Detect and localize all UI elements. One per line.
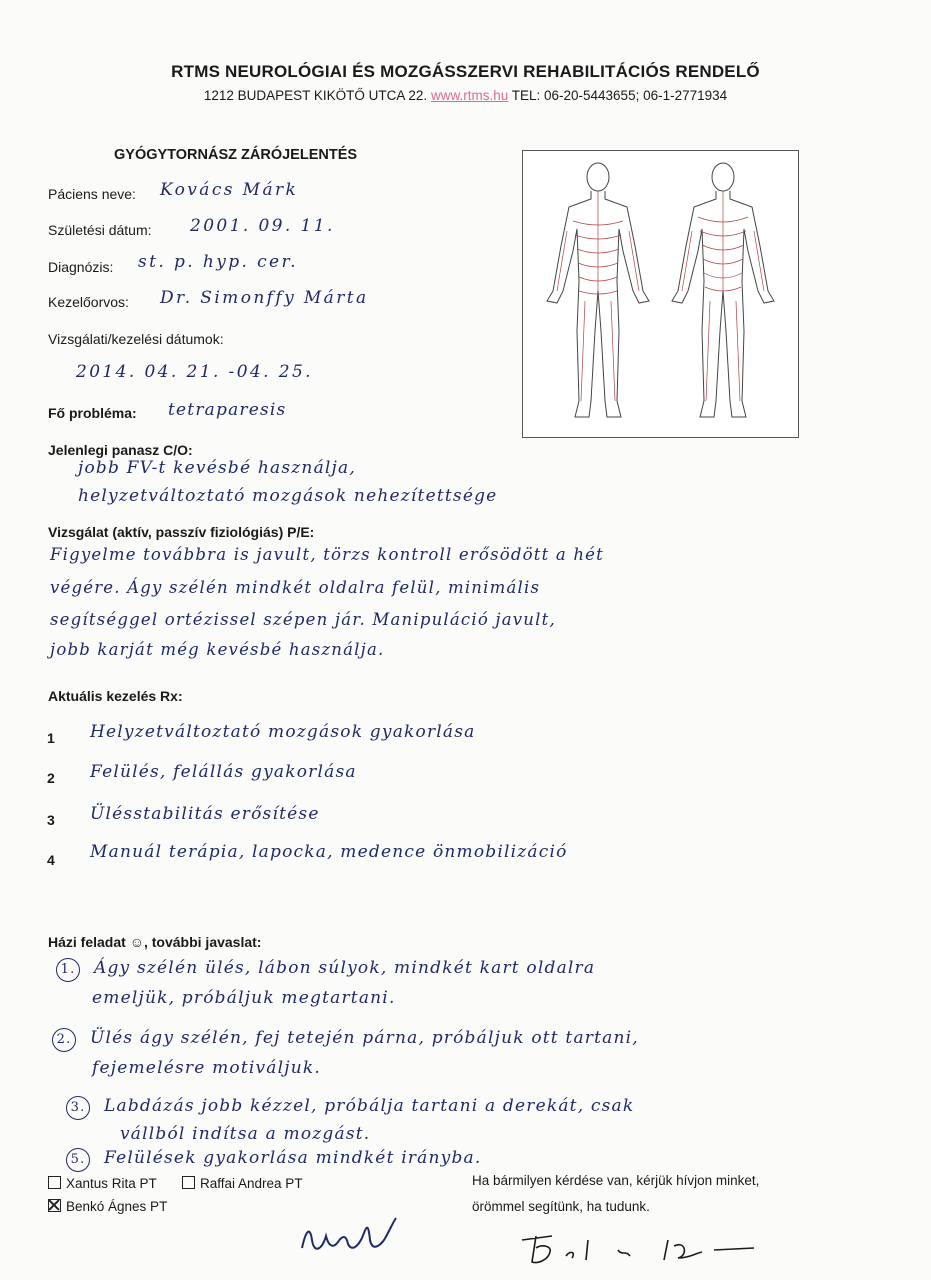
homework-mark-3: 3. bbox=[66, 1096, 90, 1120]
treatment-number-2: 2 bbox=[47, 770, 55, 786]
homework-item-1-line-1: Ágy szélén ülés, lábon súlyok, mindkét kart oldalra bbox=[94, 958, 596, 978]
treatment-number-1: 1 bbox=[47, 730, 55, 746]
exam-line-4: jobb karját még kevésbé használja. bbox=[50, 640, 385, 659]
therapist-benko-label: Benkó Ágnes PT bbox=[66, 1199, 168, 1214]
clinic-phone: TEL: 06-20-5443655; 06-1-2771934 bbox=[511, 88, 728, 103]
birth-date-label: Születési dátum: bbox=[48, 222, 152, 238]
homework-item-5 bbox=[66, 1148, 481, 1172]
homework-item-3-line-2: vállból indítsa a mozgást. bbox=[120, 1124, 371, 1144]
therapist-benko-checkbox[interactable] bbox=[48, 1199, 61, 1212]
therapist-xantus-option[interactable] bbox=[48, 1176, 157, 1191]
document-title: GYÓGYTORNÁSZ ZÁRÓJELENTÉS bbox=[114, 147, 358, 163]
main-problem-value: tetraparesis bbox=[168, 400, 287, 420]
contact-note-line-1: Ha bármilyen kérdése van, kérjük hívjon minket, bbox=[472, 1173, 760, 1188]
clinic-contact-line bbox=[0, 88, 931, 103]
treatment-item-1: Helyzetváltoztató mozgások gyakorlása bbox=[90, 722, 476, 742]
therapist-xantus-checkbox[interactable] bbox=[48, 1176, 61, 1189]
therapist-benko-option[interactable] bbox=[48, 1199, 167, 1214]
contact-note-line-2: örömmel segítünk, ha tudunk. bbox=[472, 1199, 650, 1214]
patient-name-value: Kovács Márk bbox=[160, 180, 299, 200]
therapist-signature-icon bbox=[296, 1210, 406, 1260]
homework-item-1 bbox=[56, 958, 595, 982]
therapist-raffai-checkbox[interactable] bbox=[182, 1176, 195, 1189]
doctor-value: Dr. Simonffy Márta bbox=[160, 288, 369, 308]
birth-date-value: 2001. 09. 11. bbox=[190, 216, 335, 236]
therapist-xantus-label: Xantus Rita PT bbox=[66, 1176, 157, 1191]
homework-item-2-line-2: fejemelésre motiváljuk. bbox=[92, 1058, 322, 1078]
homework-item-3 bbox=[66, 1096, 634, 1120]
dermatome-body-diagram bbox=[522, 150, 799, 438]
exam-line-3: segítséggel ortézissel szépen jár. Manipuláció javult, bbox=[50, 610, 556, 629]
exam-line-1: Figyelme továbbra is javult, törzs kontroll erősödött a hét bbox=[50, 545, 604, 564]
dates-label: Vizsgálati/kezelési dátumok: bbox=[48, 331, 224, 347]
diagnosis-value: st. p. hyp. cer. bbox=[138, 252, 298, 272]
clinic-address: 1212 BUDAPEST KIKÖTŐ UTCA 22. bbox=[203, 88, 428, 103]
complaint-line-2: helyzetváltoztató mozgások nehezítettsége bbox=[78, 486, 498, 506]
therapist-raffai-label: Raffai Andrea PT bbox=[200, 1176, 303, 1191]
clinic-name: RTMS NEUROLÓGIAI ÉS MOZGÁSSZERVI REHABILITÁCIÓS RENDELŐ bbox=[171, 62, 760, 81]
dates-value: 2014. 04. 21. -04. 25. bbox=[76, 362, 313, 382]
homework-mark-2: 2. bbox=[52, 1028, 76, 1052]
clinic-website-link[interactable]: www.rtms.hu bbox=[430, 88, 509, 103]
homework-item-2-line-1: Ülés ágy szélén, fej tetején párna, próbáljuk ott tartani, bbox=[90, 1028, 639, 1048]
patient-name-label: Páciens neve: bbox=[48, 186, 136, 202]
treatment-item-2: Felülés, felállás gyakorlása bbox=[90, 762, 357, 782]
homework-item-2 bbox=[52, 1028, 639, 1052]
treatment-number-3: 3 bbox=[47, 812, 55, 828]
complaint-line-1: jobb FV-t kevésbé használja, bbox=[78, 458, 356, 478]
homework-mark-5: 5. bbox=[66, 1148, 90, 1172]
homework-item-5-line-1: Felülések gyakorlása mindkét irányba. bbox=[104, 1148, 482, 1168]
homework-label: Házi feladat ☺, további javaslat: bbox=[48, 934, 262, 950]
diagnosis-label: Diagnózis: bbox=[48, 259, 114, 275]
exam-line-2: végére. Ágy szélén mindkét oldalra felül, minimális bbox=[50, 578, 541, 597]
doctor-signature-icon bbox=[518, 1226, 758, 1270]
homework-item-1-line-2: emeljük, próbáljuk megtartani. bbox=[92, 988, 396, 1008]
contact-note bbox=[472, 1168, 759, 1220]
treatment-label: Aktuális kezelés Rx: bbox=[48, 688, 183, 704]
homework-item-3-line-1: Labdázás jobb kézzel, próbálja tartani a derekát, csak bbox=[104, 1096, 635, 1116]
exam-label: Vizsgálat (aktív, passzív fiziológiás) P/E: bbox=[48, 524, 315, 540]
main-problem-label: Fő probléma: bbox=[48, 405, 137, 421]
treatment-item-4: Manuál terápia, lapocka, medence önmobilizáció bbox=[90, 842, 568, 862]
doctor-label: Kezelőorvos: bbox=[48, 294, 129, 310]
therapist-raffai-option[interactable] bbox=[182, 1176, 303, 1191]
complaint-label: Jelenlegi panasz C/O: bbox=[48, 442, 193, 458]
body-outline-icon bbox=[523, 151, 798, 437]
treatment-number-4: 4 bbox=[47, 852, 55, 868]
homework-mark-1: 1. bbox=[56, 958, 80, 982]
treatment-item-3: Ülésstabilitás erősítése bbox=[90, 804, 320, 824]
